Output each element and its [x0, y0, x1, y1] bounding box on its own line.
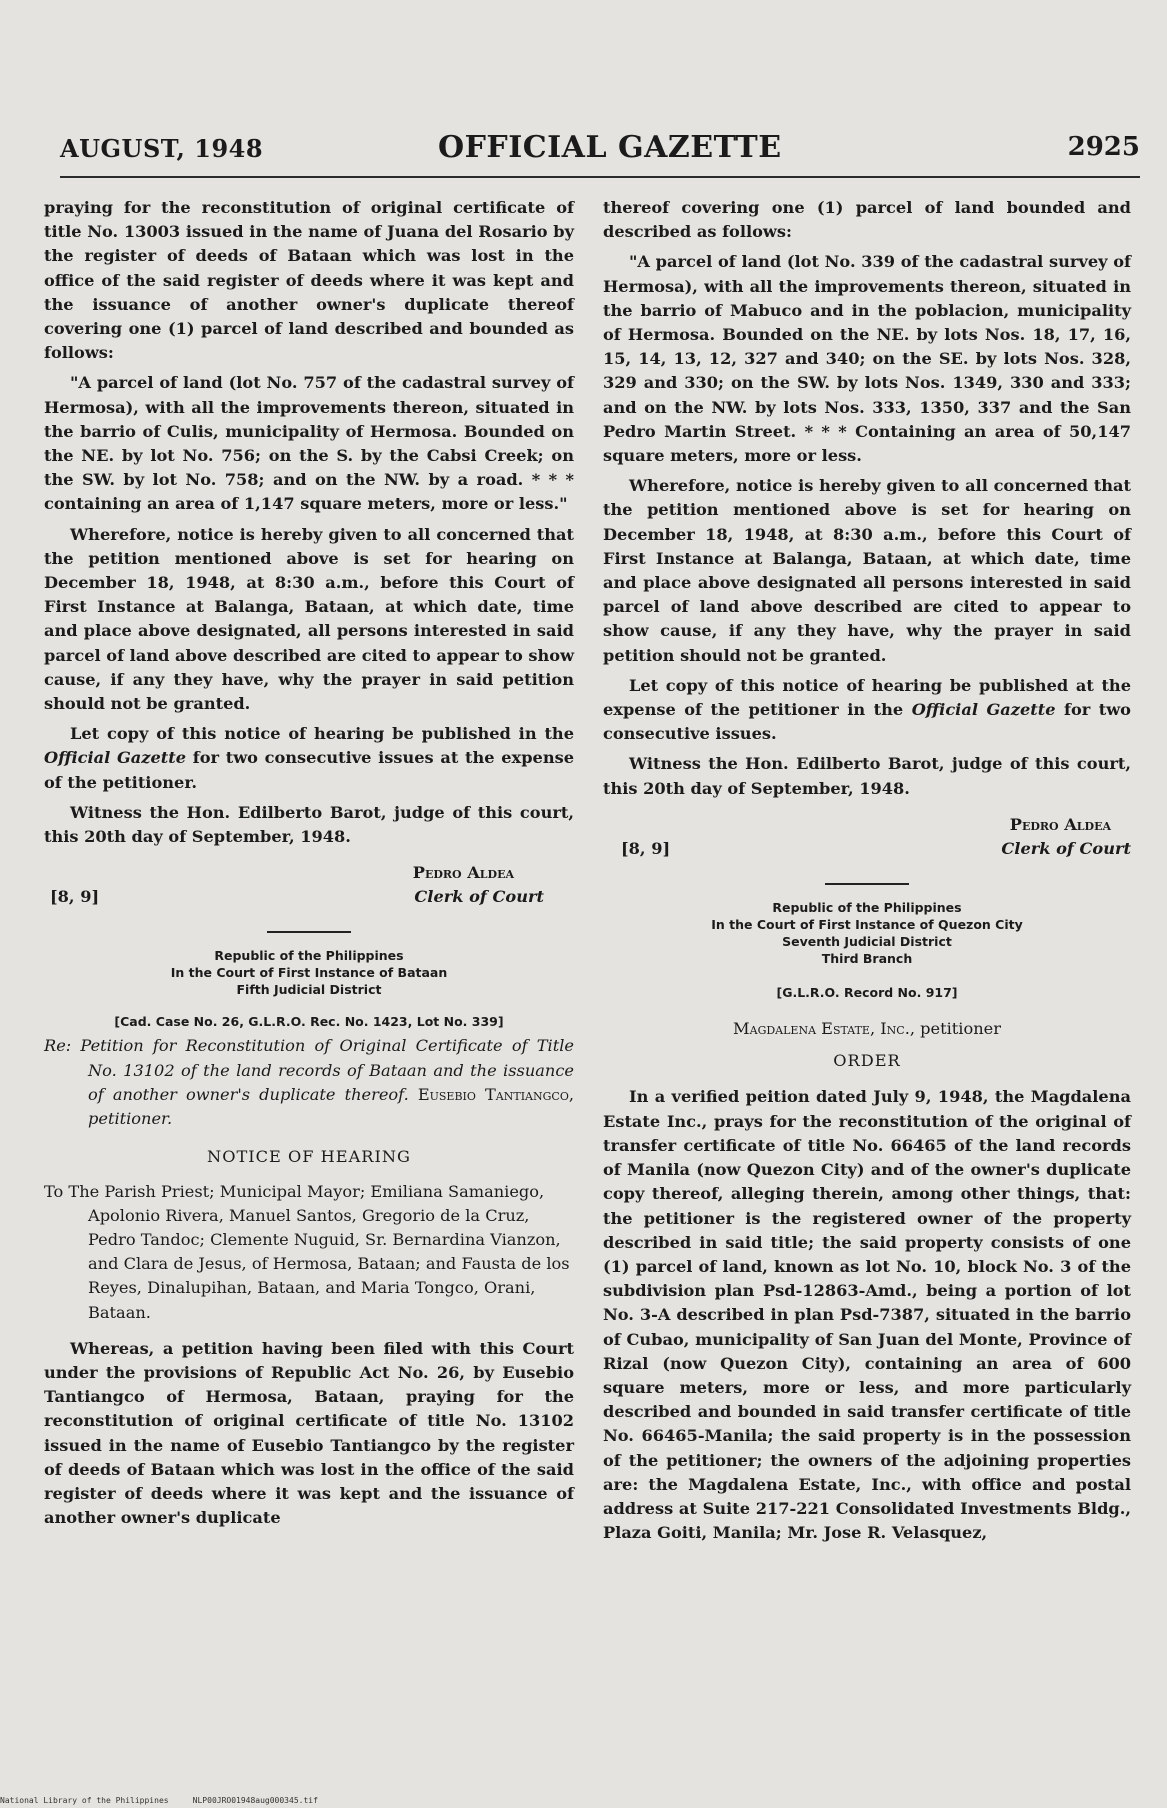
left-addressees: To The Parish Priest; Municipal Mayor; Emiliana Samaniego, Apolonio Rivera, Manuel Santos, Gregorio de la Cruz, Pedro Tandoc; Clemente Nuguid, Sr. Bernardina Vianzon, and Clara de Jesus, of Hermosa, Bataan; and Fausta de los Reyes, Dinalupihan, Bataan, and Maria Tongco, Orani, Bataan. — [44, 1181, 570, 1322]
footer-source: National Library of the Philippines — [0, 1796, 169, 1805]
re-title: Re: Petition for Reconstitution of Original Certificate of Title No. 13102 of the land records of Bataan and the issuance of another owner's duplicate thereof. — [44, 1036, 574, 1104]
order-heading: ORDER — [833, 1051, 901, 1071]
re-petitioner-name: Eusebio Tantiangco, — [417, 1084, 574, 1104]
left-publication-gazette: Official Gazette — [44, 748, 187, 768]
header-date: AUGUST, 1948 — [60, 134, 264, 163]
re-petitioner-label: petitioner. — [88, 1109, 173, 1129]
right-issue-ref: [8, 9] — [621, 838, 671, 858]
right-publication-gazette: Official Gazette — [911, 700, 1056, 720]
right-publication-text-a: Let copy of this notice of hearing be published at the expense of the petitioner in the — [603, 675, 1131, 720]
right-paragraph-1: thereof covering one (1) parcel of land bounded and described as follows: — [603, 198, 1131, 242]
right-witness: Witness the Hon. Edilberto Barot, judge of this court, this 20th day of September, 1948. — [603, 754, 1131, 798]
left-wherefore: Wherefore, notice is hereby given to all concerned that the petition mentioned above is set for hearing on December 18, 1948, at 8:30 a.m., before this Court of First Instance at Balanga, Bataan, at which date, time and place above designated, all persons interested in said parcel of land above described are cited to appear to show cause, if any they have, why the prayer in said petition should not be granted. — [44, 524, 575, 714]
left-signer-title: Clerk of Court — [414, 887, 544, 907]
scan-footer — [0, 1796, 318, 1805]
left-column — [44, 196, 574, 1530]
left-signature-block — [44, 861, 574, 913]
section-divider — [267, 931, 351, 933]
caption-line: Republic of the Philippines — [214, 948, 404, 964]
caption-line: Republic of the Philippines — [772, 899, 962, 915]
left-whereas: Whereas, a petition having been filed with this Court under the provisions of Republic Act No. 26, by Eusebio Tantiangco of Hermosa, Bataan, praying for the reconstitution of original certificate of title No. 13102 issued in the name of Eusebio Tantiangco by the register of deeds of Bataan which was lost in the office of the said register of deeds where it was kept and the issuance of another owner's duplicate — [44, 1338, 574, 1528]
right-publication-text-c: for two consecutive issues. — [603, 700, 1131, 744]
caption-line: In the Court of First Instance of Bataan — [170, 965, 448, 981]
notice-of-hearing-heading: NOTICE OF HEARING — [207, 1147, 411, 1167]
petitioner-name: Magdalena Estate, Inc., — [733, 1019, 915, 1039]
caption-line: Fifth Judicial District — [236, 982, 382, 998]
right-petitioner — [603, 1017, 1131, 1041]
right-record-number: [G.L.R.O. Record No. 917] — [776, 984, 958, 1000]
section-divider — [825, 883, 909, 885]
left-witness: Witness the Hon. Edilberto Barot, judge of this court, this 20th day of September, 1948. — [44, 802, 574, 847]
right-publication-order — [603, 674, 1131, 747]
left-case-number: [Cad. Case No. 26, G.L.R.O. Rec. No. 1423, Lot No. 339] — [114, 1014, 504, 1030]
footer-file: NLP00JRO01948aug000345.tif — [192, 1796, 318, 1805]
left-publication-order — [44, 722, 574, 795]
right-wherefore: Wherefore, notice is hereby given to all concerned that the petition mentioned above is set for hearing on December 18, 1948, at 8:30 a.m., before this Court of First Instance at Balanga, Bataan, at which date, time and place above designated all persons interested in said parcel of land above described are cited to appear to show cause, if any they have, why the prayer in said petition should not be granted. — [603, 476, 1131, 665]
petitioner-label: petitioner — [920, 1019, 1001, 1039]
left-paragraph-1: praying for the reconstitution of original certificate of title No. 13003 issued in the name of Juana del Rosario by the register of deeds of Bataan which was lost in the office of the said register of deeds where it was kept and the issuance of another owner's duplicate thereof covering one (1) parcel of land described and bounded as follows: — [44, 198, 574, 363]
header-page-number: 2925 — [1067, 132, 1140, 162]
caption-line: In the Court of First Instance of Quezon City — [711, 916, 1023, 932]
left-court-caption — [44, 947, 574, 998]
right-land-description: "A parcel of land (lot No. 339 of the cadastral survey of Hermosa), with all the improvements thereon, situated in the barrio of Mabuco and in the poblacion, municipality of Hermosa. Bounded on the NE. by lots Nos. 18, 17, 16, 15, 14, 13, 12, 327 and 340; on the SE. by lots Nos. 328, 329 and 330; on the SW. by lots Nos. 1349, 330 and 333; and on the NW. by lots Nos. 333, 1350, 337 and the San Pedro Martin Street. * * * Containing an area of 50,147 square meters, more or less. — [603, 252, 1131, 466]
left-issue-ref: [8, 9] — [50, 887, 100, 907]
left-land-description: "A parcel of land (lot No. 757 of the cadastral survey of Hermosa), with all the improvements thereon, situated in the barrio of Culis, municipality of Hermosa. Bounded on the NE. by lot No. 756; on the S. by the Cabsi Creek; on the SW. by lot No. 758; and on the NW. by a road. * * * containing an area of 1,147 square meters, more or less." — [44, 373, 574, 514]
caption-line: Third Branch — [821, 950, 913, 966]
caption-line: Seventh Judicial District — [782, 933, 952, 949]
right-order-body: In a verified peition dated July 9, 1948, the Magdalena Estate Inc., prays for the reconstitution of the original of transfer certificate of title No. 66465 of the land records of Manila (now Quezon City) and of the owner's duplicate copy thereof, alleging therein, among other things, that: the petitioner is the registered owner of the property described in said title; the said property consists of one (1) parcel of land, known as lot No. 10, block No. 3 of the subdivision plan Psd-12863-Amd., being a portion of lot No. 3-A described in plan Psd-7387, situated in the barrio of Cubao, municipality of San Juan del Monte, Province of Rizal (now Quezon City), containing an area of 600 square meters, more or less, and more particularly described and bounded in said transfer certificate of title No. 66465-Manila; the said property is in the possession of the petitioner; the owners of the adjoining properties are: the Magdalena Estate, Inc., with office and postal address at Suite 217-221 Consolidated Investments Bldg., Plaza Goiti, Manila; Mr. Jose R. Velasquez, — [603, 1087, 1131, 1543]
right-signer-name: Pedro Aldea — [1009, 814, 1111, 834]
header-rule — [60, 176, 1140, 178]
right-column — [603, 196, 1131, 1545]
right-signature-block — [603, 813, 1131, 865]
left-publication-text-c: for two consecutive issues at the expense of the petitioner. — [44, 748, 575, 792]
left-signer-name: Pedro Aldea — [412, 863, 514, 883]
right-signer-title: Clerk of Court — [1001, 838, 1131, 858]
page-header — [60, 130, 1140, 176]
header-title: OFFICIAL GAZETTE — [438, 130, 782, 165]
left-publication-text-a: Let copy of this notice of hearing be published in the — [70, 724, 574, 744]
left-re-petition — [44, 1034, 574, 1131]
right-court-caption — [603, 899, 1131, 967]
